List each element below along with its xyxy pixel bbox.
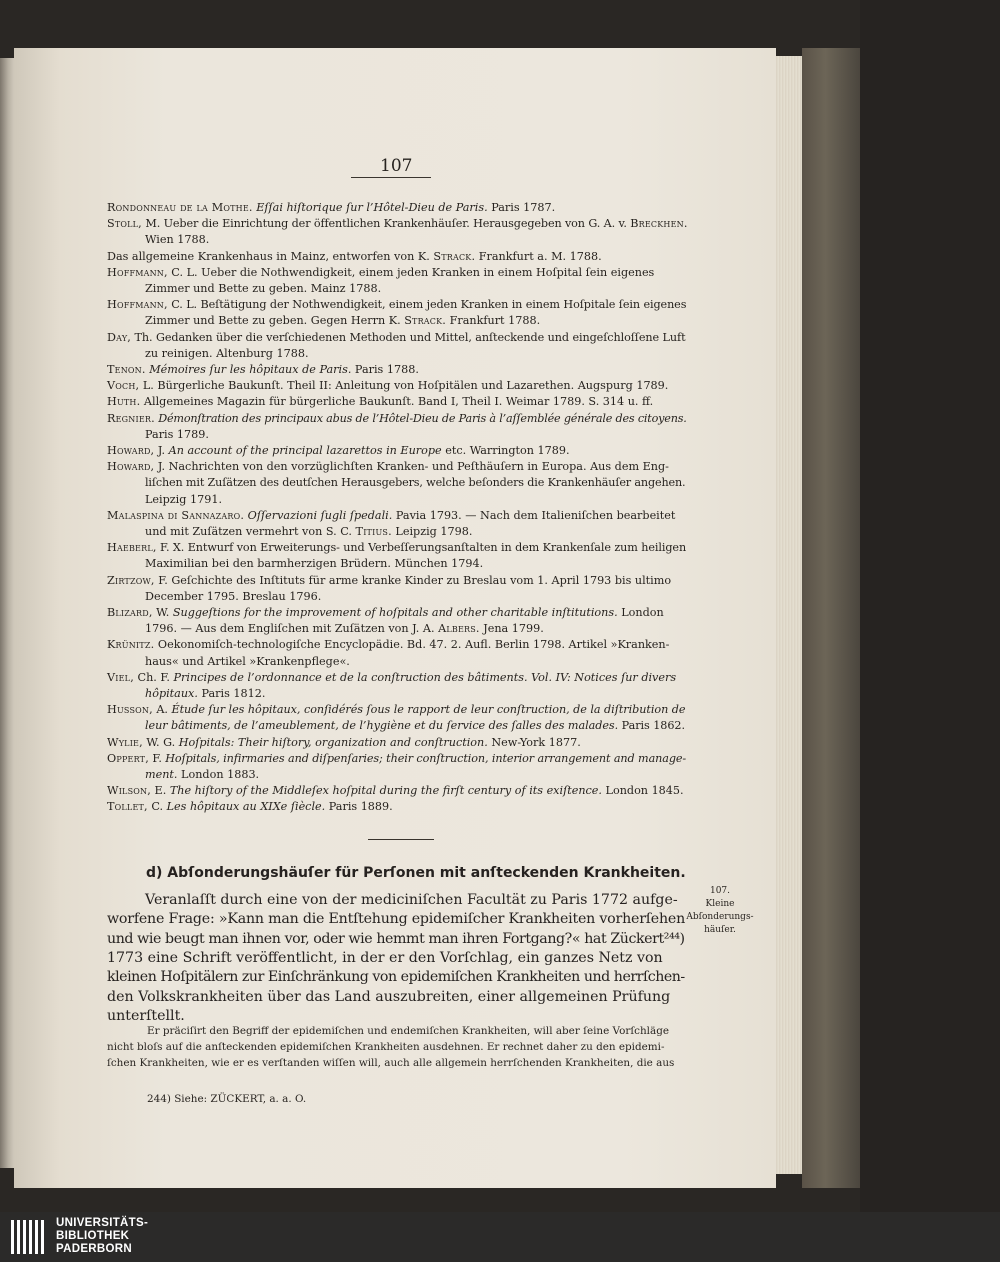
- entry-text: liſchen mit Zuſätzen des deutſchen Herausgebers, welche beſonders die Krankenhäuſer angehen.: [145, 476, 686, 490]
- bibliography-line: [107, 249, 602, 265]
- entry-text: Wien 1788.: [145, 233, 210, 247]
- bibliography-line: [145, 767, 259, 783]
- paragraph-line: den Volkskrankheiten über das Land auszubreiten, einer allgemeinen Prüfung: [107, 988, 671, 1005]
- author-name: Albers.: [438, 622, 480, 636]
- entry-text: London 1845.: [601, 784, 684, 798]
- small-paragraph-line: nicht bloſs auf die anſteckenden epidemiſchen Krankheiten ausdehnen. Er rechnet daher zu den epidemi-: [107, 1041, 665, 1053]
- author-name: Wilson,: [107, 784, 151, 798]
- bibliography-line: [107, 670, 676, 686]
- bibliography-line: [107, 330, 686, 346]
- author-name: Krünitz.: [107, 638, 155, 652]
- entry-text: F. X. Entwurf von Erweiterungs- und Verbeſſerungsanſtalten in dem Krankenſale zum heiligen: [156, 541, 687, 555]
- bibliography-line: [107, 735, 581, 751]
- entry-text: Jena 1799.: [479, 622, 544, 636]
- bibliography-line: [107, 783, 684, 799]
- title-text: The hiſtory of the Middleſex hoſpital during the firſt century of its exiſtence.: [169, 784, 602, 798]
- bibliography-line: [107, 265, 654, 281]
- entry-text: London: [617, 606, 664, 619]
- bibliography-line: [107, 799, 393, 815]
- author-name: Blizard,: [107, 606, 153, 619]
- entry-text: Ch. F.: [133, 670, 174, 684]
- book-cover: [860, 0, 1000, 1212]
- bibliography-line: [107, 378, 668, 394]
- title-text: An account of the principal lazarettos in Europe: [168, 444, 442, 457]
- title-text: Démonſtration des principaux abus de l’Hôtel-Dieu de Paris à l’aſſemblée générale des citoyens.: [158, 411, 687, 425]
- entry-text: C. L. Beſtätigung der Nothwendigkeit, einem jeden Kranken in einem Hoſpitale ſein eigenes: [167, 298, 687, 312]
- entry-text: E.: [150, 784, 170, 798]
- title-text: ment.: [145, 768, 178, 781]
- library-name-line: BIBLIOTHEK: [56, 1230, 130, 1242]
- author-name: Tenon.: [107, 363, 146, 376]
- margin-note: [684, 885, 756, 937]
- margin-note-line: Kleine: [705, 899, 735, 909]
- paragraph-line: unterſtellt.: [107, 1007, 185, 1024]
- author-name: Stoll,: [107, 217, 142, 231]
- entry-text: Maximilian bei den barmherzigen Brüdern. München 1794.: [145, 557, 484, 571]
- bibliography-line: [145, 346, 309, 362]
- entry-text: Paris 1789.: [145, 427, 209, 441]
- paragraph-line: worfene Frage: »Kann man die Entſtehung epidemiſcher Krankheiten vorherſehen: [107, 911, 686, 928]
- author-name: Haeberl,: [107, 541, 157, 555]
- entry-text: C. L. Ueber die Nothwendigkeit, einem jeden Kranken in einem Hoſpital ſein eigenes: [167, 265, 655, 279]
- author-name: Husson,: [107, 703, 153, 717]
- bibliography-line: [107, 540, 686, 556]
- paragraph-line: kleinen Hoſpitälern zur Einſchränkung von epidemiſchen Krankheiten und herrſchen-: [107, 969, 685, 986]
- paragraph-line: Veranlaſſt durch eine von der mediciniſchen Facultät zu Paris 1772 aufge-: [145, 892, 678, 908]
- bibliography-line: [107, 702, 686, 718]
- entry-text: M. Ueber die Einrichtung der öffentlichen Krankenhäuſer. Herausgegeben von G. A. v.: [141, 217, 631, 231]
- entry-text: Pavia 1793. — Nach dem Italieniſchen bearbeitet: [392, 508, 676, 522]
- entry-text: December 1795. Breslau 1796.: [145, 589, 322, 603]
- library-footer: [0, 1212, 1000, 1262]
- bibliography-line: [107, 394, 653, 410]
- title-text: Oſſervazioni ſugli ſpedali.: [247, 508, 393, 522]
- entry-text: Leipzig 1798.: [391, 525, 473, 538]
- author-name: Strack.: [433, 249, 476, 263]
- bibliography-line: [107, 751, 686, 767]
- author-name: Hoffmann,: [107, 265, 168, 279]
- entry-text: Frankfurt a. M. 1788.: [475, 249, 602, 263]
- bibliography-line: [107, 508, 675, 524]
- entry-text: etc. Warrington 1789.: [441, 444, 570, 457]
- section-heading: d) Abſonderungshäuſer für Perſonen mit anſteckenden Krankheiten.: [146, 865, 686, 881]
- entry-text: A.: [152, 703, 172, 717]
- margin-note-line: Abſonderungs-: [686, 912, 754, 922]
- page-number-rule: [351, 177, 431, 178]
- entry-text: London 1883.: [177, 768, 260, 781]
- left-page-edge: [0, 58, 14, 1168]
- library-name-line: PADERBORN: [56, 1243, 132, 1255]
- author-name: Day,: [107, 330, 132, 344]
- bibliography-line: [107, 573, 671, 589]
- small-paragraph-line: ſchen Krankheiten, wie er es verſtanden wiſſen will, auch alle allgemein herrſchenden Krankheiten, die aus: [107, 1057, 675, 1069]
- bibliography-line: [107, 362, 419, 378]
- entry-text: Allgemeines Magazin für bürgerliche Baukunſt. Band I, Theil I. Weimar 1789. S. 314 u. ff.: [140, 395, 654, 409]
- author-name: Oppert,: [107, 751, 149, 765]
- entry-text: W. G.: [142, 735, 179, 749]
- author-name: Breckhen.: [630, 217, 688, 231]
- bibliography-line: [107, 216, 688, 232]
- author-name: Rondonneau de la Mothe.: [107, 201, 253, 214]
- entry-text: W.: [152, 606, 173, 619]
- entry-text: 1796. — Aus dem Engliſchen mit Zuſätzen von J. A.: [145, 622, 439, 636]
- author-name: Voch,: [107, 379, 140, 393]
- page-number: 107: [380, 156, 413, 176]
- bibliography-line: [107, 637, 669, 653]
- bibliography-line: [145, 621, 544, 637]
- entry-text: F. Geſchichte des Inſtituts für arme kranke Kinder zu Breslau vom 1. April 1793 bis ultimo: [154, 573, 672, 587]
- bibliography-line: [107, 443, 570, 459]
- bibliography-line: [145, 524, 472, 540]
- entry-text: Paris 1812.: [197, 687, 266, 700]
- title-text: Mémoires ſur les hôpitaux de Paris.: [149, 363, 352, 376]
- bibliography-line: [107, 605, 664, 621]
- entry-text: Paris 1889.: [325, 800, 393, 814]
- author-name: Strack.: [404, 314, 447, 328]
- entry-text: Frankfurt 1788.: [446, 314, 541, 328]
- paragraph-line: 1773 eine Schrift veröffentlicht, in der er den Vorſchlag, ein ganzes Netz von: [107, 949, 663, 966]
- bibliography-line: [145, 313, 540, 329]
- bibliography-line: [145, 492, 222, 508]
- page-block-edge: [776, 56, 802, 1174]
- entry-text: und mit Zuſätzen vermehrt von S. C.: [145, 525, 356, 538]
- entry-text: haus« und Artikel »Krankenpflege«.: [145, 654, 350, 668]
- book-cover-edge: [802, 48, 860, 1188]
- entry-text: Paris 1787.: [487, 201, 556, 214]
- author-name: Howard,: [107, 444, 155, 457]
- paragraph-line: und wie beugt man ihnen vor, oder wie hemmt man ihren Fortgang?« hat Zückert²⁴⁴): [107, 930, 685, 947]
- entry-text: Oekonomiſch-technologiſche Encyclopädie. Bd. 47. 2. Aufl. Berlin 1798. Artikel »Kranken-: [154, 638, 670, 652]
- bibliography-line: [145, 281, 381, 297]
- entry-text: Paris 1862.: [618, 719, 685, 733]
- author-name: Malaspina di Sannazaro.: [107, 508, 245, 522]
- small-paragraph-line: Er präciſirt den Begriff der epidemiſchen und endemiſchen Krankheiten, will aber ſeine Vorſchläge: [147, 1025, 670, 1037]
- section-divider: [368, 839, 434, 840]
- title-text: Hoſpitals: Their hiſtory, organization and conſtruction.: [178, 735, 488, 749]
- entry-text: L. Bürgerliche Baukunſt. Theil II: Anleitung von Hoſpitälen und Lazarethen. Augspurg 1789.: [139, 379, 669, 393]
- entry-text: zu reinigen. Altenburg 1788.: [145, 346, 309, 360]
- library-name-line: UNIVERSITÄTS-: [56, 1217, 149, 1229]
- author-name: Hoffmann,: [107, 298, 168, 312]
- entry-text: Th. Gedanken über die verſchiedenen Methoden und Mittel, anſteckende und eingeſchloſſene Luft: [131, 330, 686, 344]
- margin-note-line: 107.: [709, 886, 731, 896]
- title-text: Étude ſur les hôpitaux, conſidérés ſous le rapport de leur conſtruction, de la diſtribution de: [171, 703, 686, 717]
- title-text: Hoſpitals, infirmaries and diſpenſaries; their conſtruction, interior arrangement and manage-: [165, 751, 687, 765]
- bibliography-line: [145, 654, 350, 670]
- title-text: Suggeſtions for the improvement of hoſpitals and other charitable inſtitutions.: [172, 606, 618, 619]
- bibliography-line: [145, 427, 209, 443]
- entry-text: Leipzig 1791.: [145, 492, 223, 506]
- bibliography-line: [145, 232, 209, 248]
- entry-text: F.: [148, 751, 166, 765]
- bibliography-line: [107, 459, 669, 475]
- library-logo-icon: [10, 1216, 46, 1258]
- bibliography-line: [107, 411, 687, 427]
- bibliography-line: [145, 556, 483, 572]
- bibliography-line: [107, 200, 555, 216]
- footnote: 244) Siehe: ZÜCKERT, a. a. O.: [147, 1093, 307, 1105]
- title-text: Principes de l’ordonnance et de la conſtruction des bâtiments. Vol. IV: Notices ſur divers: [173, 670, 677, 684]
- title-text: Eſſai hiſtorique ſur l’Hôtel-Dieu de Paris.: [256, 201, 488, 214]
- bibliography-line: [145, 686, 265, 702]
- margin-note-line: häuſer.: [704, 925, 736, 935]
- title-text: Les hôpitaux au XIXe ſiècle.: [166, 800, 326, 814]
- entry-text: Zimmer und Bette zu geben. Mainz 1788.: [145, 282, 382, 295]
- bibliography-line: [145, 589, 321, 605]
- entry-text: C.: [147, 800, 167, 814]
- author-name: Howard,: [107, 460, 155, 474]
- title-text: leur bâtiments, de l’ameublement, de l’hygiène et du ſervice des ſalles des malades.: [145, 719, 619, 733]
- entry-text: Das allgemeine Krankenhaus in Mainz, entworfen von K.: [107, 249, 434, 263]
- bibliography-line: [145, 475, 685, 491]
- entry-text: J. Nachrichten von den vorzüglichſten Kranken- und Peſthäuſern in Europa. Aus dem Eng-: [154, 460, 669, 474]
- author-name: Tollet,: [107, 800, 148, 814]
- bibliography-line: [145, 718, 685, 734]
- entry-text: Paris 1788.: [351, 363, 419, 376]
- author-name: Viel,: [107, 670, 134, 684]
- book-page: [14, 48, 776, 1188]
- author-name: Wylie,: [107, 735, 143, 749]
- author-name: Titius.: [355, 525, 392, 538]
- author-name: Huth.: [107, 395, 141, 409]
- bibliography-line: [107, 297, 686, 313]
- author-name: Zirtzow,: [107, 573, 155, 587]
- library-name: [56, 1217, 148, 1256]
- entry-text: Zimmer und Bette zu geben. Gegen Herrn K.: [145, 314, 405, 328]
- author-name: Regnier.: [107, 411, 155, 425]
- entry-text: J.: [154, 444, 169, 457]
- entry-text: New-York 1877.: [487, 735, 581, 749]
- title-text: hôpitaux.: [145, 687, 198, 700]
